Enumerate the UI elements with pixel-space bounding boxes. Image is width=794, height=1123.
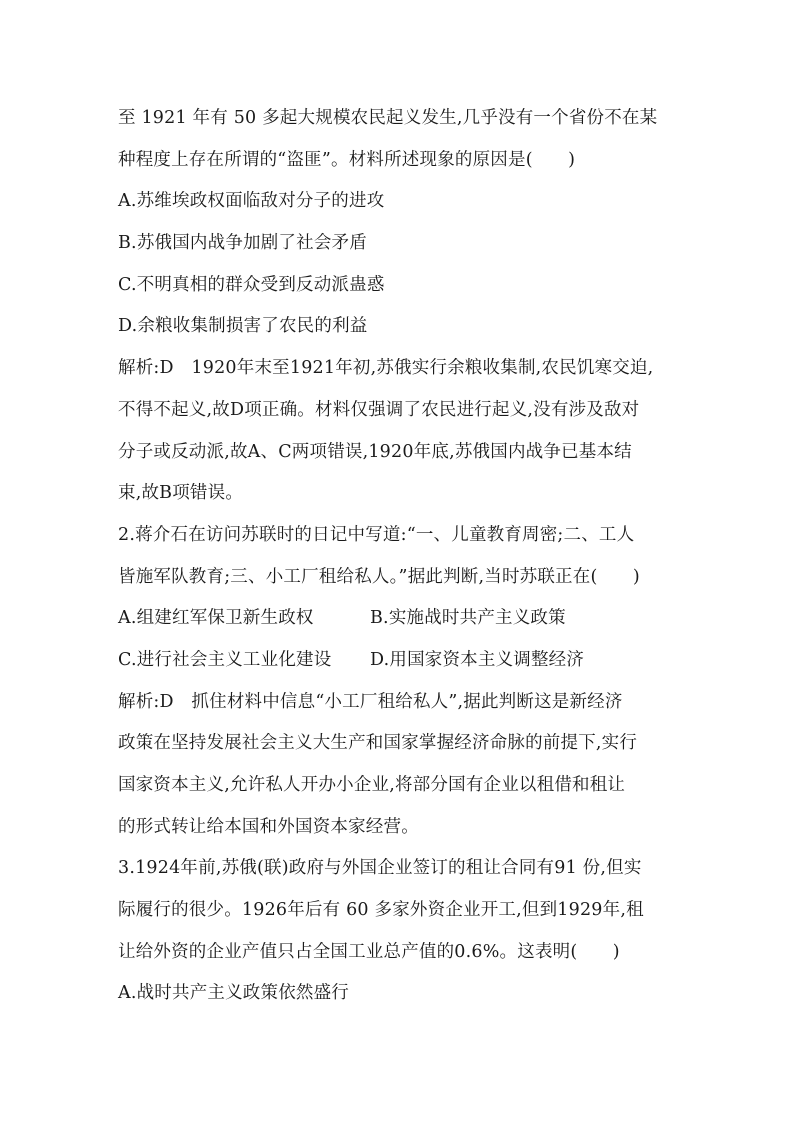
document-page [118, 98, 678, 1015]
analysis-line: 解析:D 1920年末至1921年初,苏俄实行余粮收集制,农民饥寒交迫, [118, 358, 654, 379]
question-stem-line: 种程度上存在所谓的“盗匪”。材料所述现象的原因是( ) [118, 149, 576, 170]
question-2 [118, 515, 678, 849]
option-d: D.余粮收集制损害了农民的利益 [118, 316, 368, 337]
analysis-line: 束,故B项错误。 [118, 483, 244, 504]
option-a: A.组建红军保卫新生政权 [118, 608, 314, 629]
option-c: C.不明真相的群众受到反动派蛊惑 [118, 274, 385, 295]
analysis-line: 国家资本主义,允许私人开办小企业,将部分国有企业以租借和租让 [118, 775, 626, 795]
question-stem-line: 皆施军队教育;三、小工厂租给私人。”据此判断,当时苏联正在( ) [118, 566, 640, 587]
option-a: A.苏维埃政权面临敌对分子的进攻 [118, 191, 385, 212]
question-stem-line: 2.蒋介石在访问苏联时的日记中写道:“一、儿童教育周密;二、工人 [118, 524, 635, 545]
options-row [118, 598, 678, 640]
analysis-line: 解析:D 抓住材料中信息“小工厂租给私人”,据此判断这是新经济 [118, 691, 623, 712]
question-stem-line: 让给外资的企业产值只占全国工业总产值的0.6%。这表明( ) [118, 941, 620, 962]
option-b: B.苏俄国内战争加剧了社会矛盾 [118, 233, 367, 254]
analysis-line: 政策在坚持发展社会主义大生产和国家掌握经济命脉的前提下,实行 [118, 733, 638, 754]
analysis-line: 分子或反动派,故A、C两项错误,1920年底,苏俄国内战争已基本结 [118, 441, 632, 462]
question-1 [118, 98, 678, 515]
option-d: D.用国家资本主义调整经济 [370, 649, 585, 670]
option-b: B.实施战时共产主义政策 [370, 608, 566, 629]
question-stem-line: 际履行的很少。1926年后有 60 多家外资企业开工,但到1929年,租 [118, 900, 644, 921]
options-row [118, 640, 678, 682]
question-3 [118, 848, 678, 1015]
option-c: C.进行社会主义工业化建设 [118, 649, 332, 670]
option-a: A.战时共产主义政策依然盛行 [118, 983, 349, 1004]
question-stem-line: 3.1924年前,苏俄(联)政府与外国企业签订的租让合同有91 份,但实 [118, 858, 642, 879]
question-stem-line: 至 1921 年有 50 多起大规模农民起义发生,几乎没有一个省份不在某 [118, 108, 658, 128]
analysis-line: 不得不起义,故D项正确。材料仅强调了农民进行起义,没有涉及敌对 [118, 399, 640, 420]
analysis-line: 的形式转让给本国和外国资本家经营。 [118, 816, 419, 837]
